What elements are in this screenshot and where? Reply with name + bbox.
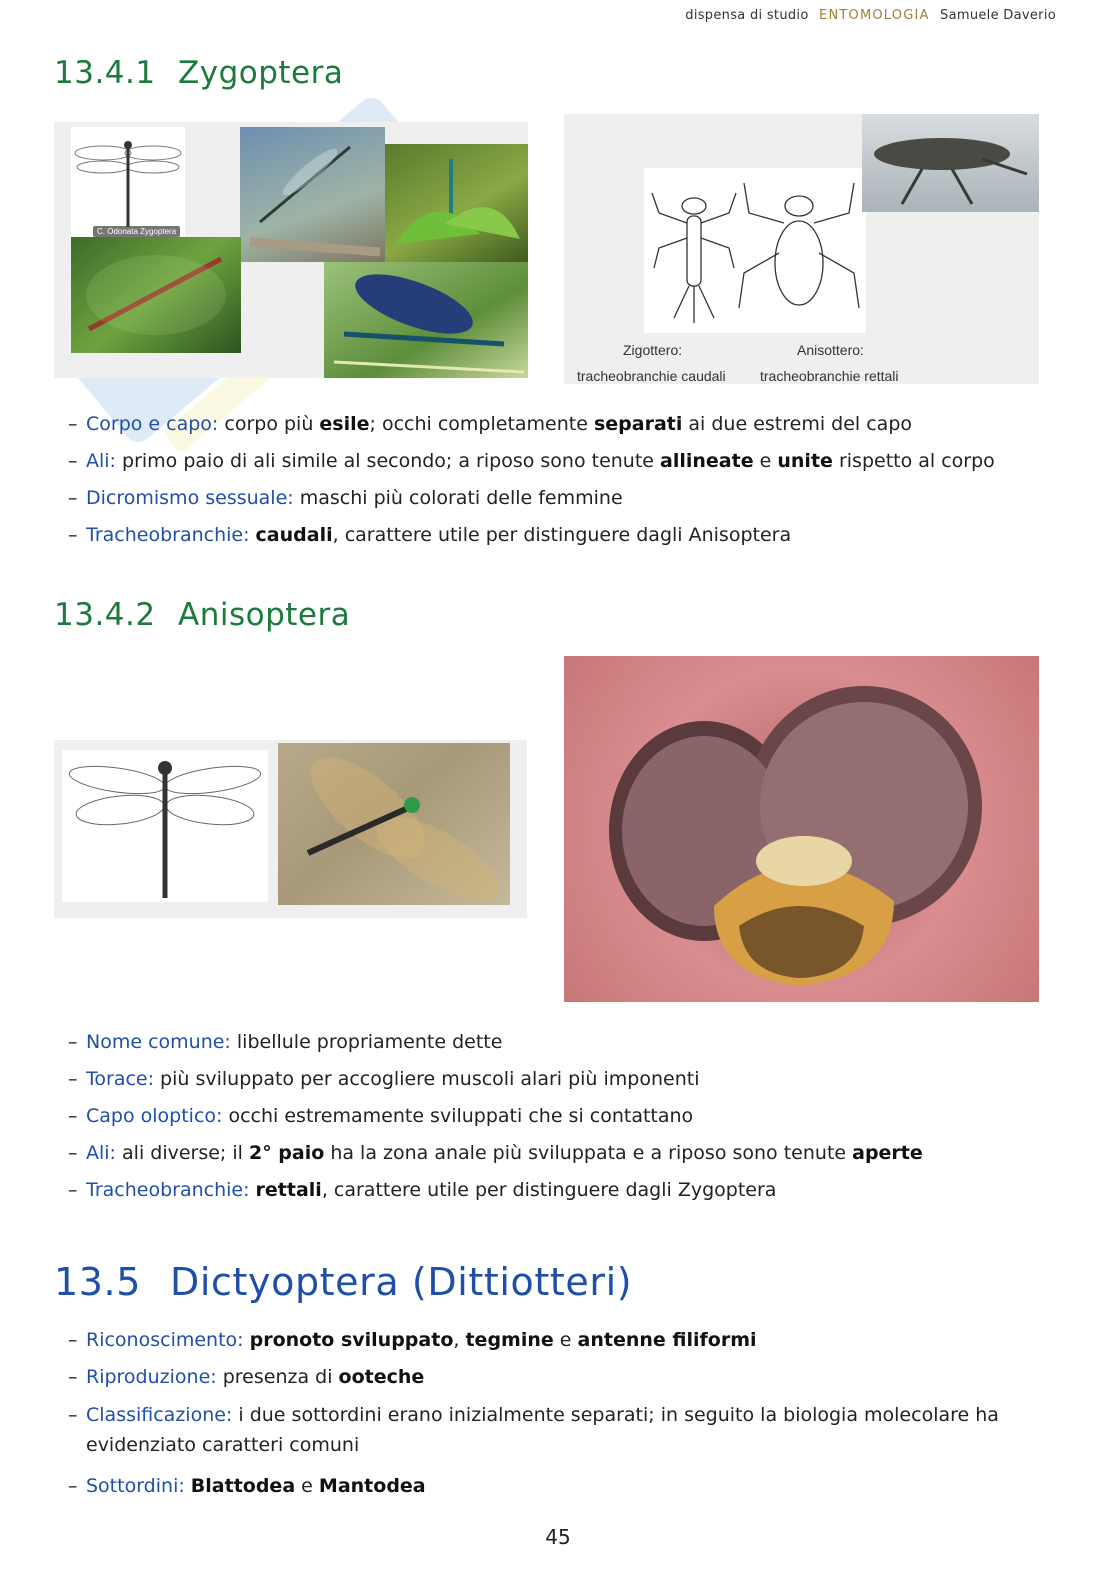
nymph-comparison-figure: [564, 114, 1039, 384]
damselfly-photo-4: [324, 262, 528, 378]
photo-label: C. Odonata Zygoptera: [93, 226, 180, 237]
zygoptera-features-list: [68, 406, 995, 554]
dragonfly-eyes-closeup: [564, 656, 1039, 1002]
list-item: – Tracheobranchie: caudali, carattere utile per distinguere dagli Anisoptera: [68, 524, 792, 546]
damselfly-photo-2: [385, 144, 528, 262]
list-item: – Tracheobranchie: rettali, carattere utile per distinguere dagli Zygoptera: [68, 1179, 777, 1201]
list-item: – Riconoscimento: pronoto sviluppato, tegmine e antenne filiformi: [68, 1329, 757, 1351]
running-header: [685, 8, 1056, 23]
page-number: 45: [545, 1525, 571, 1549]
list-item: – Ali: ali diverse; il 2° paio ha la zona anale più sviluppata e a riposo sono tenute aperte: [68, 1142, 923, 1164]
anisoptera-photo-collage: [54, 740, 527, 918]
section-title: Dictyoptera (Dittiotteri): [170, 1260, 633, 1304]
section-heading-dictyoptera: [54, 1260, 632, 1304]
caption-zygoptera-text: tracheobranchie caudali: [577, 368, 726, 384]
header-left: dispensa di studio: [685, 8, 809, 23]
header-subject: ENTOMOLOGIA: [819, 8, 930, 23]
list-item: – Capo oloptico: occhi estremamente sviluppati che si contattano: [68, 1105, 694, 1127]
section-number: 13.4.2: [54, 597, 156, 633]
dragonfly-photo: [278, 743, 510, 905]
section-heading-anisoptera: [54, 597, 350, 633]
anisoptera-features-list: [68, 1024, 923, 1209]
list-item: – Sottordini: Blattodea e Mantodea: [68, 1475, 426, 1497]
dictyoptera-features-list: [68, 1322, 1058, 1505]
list-item: – Corpo e capo: corpo più esile; occhi completamente separati ai due estremi del capo: [68, 413, 912, 435]
zygoptera-photo-collage: [54, 122, 528, 378]
list-item: – Ali: primo paio di ali simile al secondo; a riposo sono tenute allineate e unite rispetto al corpo: [68, 450, 995, 472]
section-title: Anisoptera: [178, 597, 351, 633]
list-item: – Nome comune: libellule propriamente dette: [68, 1031, 503, 1053]
section-title: Zygoptera: [178, 55, 344, 91]
dragonfly-drawing: [62, 750, 268, 902]
damselfly-photo-1: [240, 127, 385, 262]
caption-zygoptera-label: Zigottero:: [623, 342, 683, 358]
header-author: Samuele Daverio: [940, 8, 1056, 23]
section-number: 13.4.1: [54, 55, 156, 91]
list-item: – Riproduzione: presenza di ooteche: [68, 1366, 425, 1388]
caption-anisoptera-label: Anisottero:: [797, 342, 864, 358]
nymph-photo: [862, 114, 1039, 212]
nymph-drawings: [644, 168, 866, 333]
section-number: 13.5: [54, 1260, 142, 1304]
zygoptera-drawing: [71, 127, 185, 237]
section-heading-zygoptera: [54, 55, 343, 91]
list-item: – Torace: più sviluppato per accogliere muscoli alari più imponenti: [68, 1068, 700, 1090]
list-item: – Classificazione: i due sottordini erano inizialmente separati; in seguito la biologia molecolare ha evidenziato caratteri comuni: [68, 1404, 999, 1456]
list-item: – Dicromismo sessuale: maschi più colorati delle femmine: [68, 487, 623, 509]
caption-anisoptera-text: tracheobranchie rettali: [760, 368, 899, 384]
damselfly-photo-3: [71, 237, 241, 353]
